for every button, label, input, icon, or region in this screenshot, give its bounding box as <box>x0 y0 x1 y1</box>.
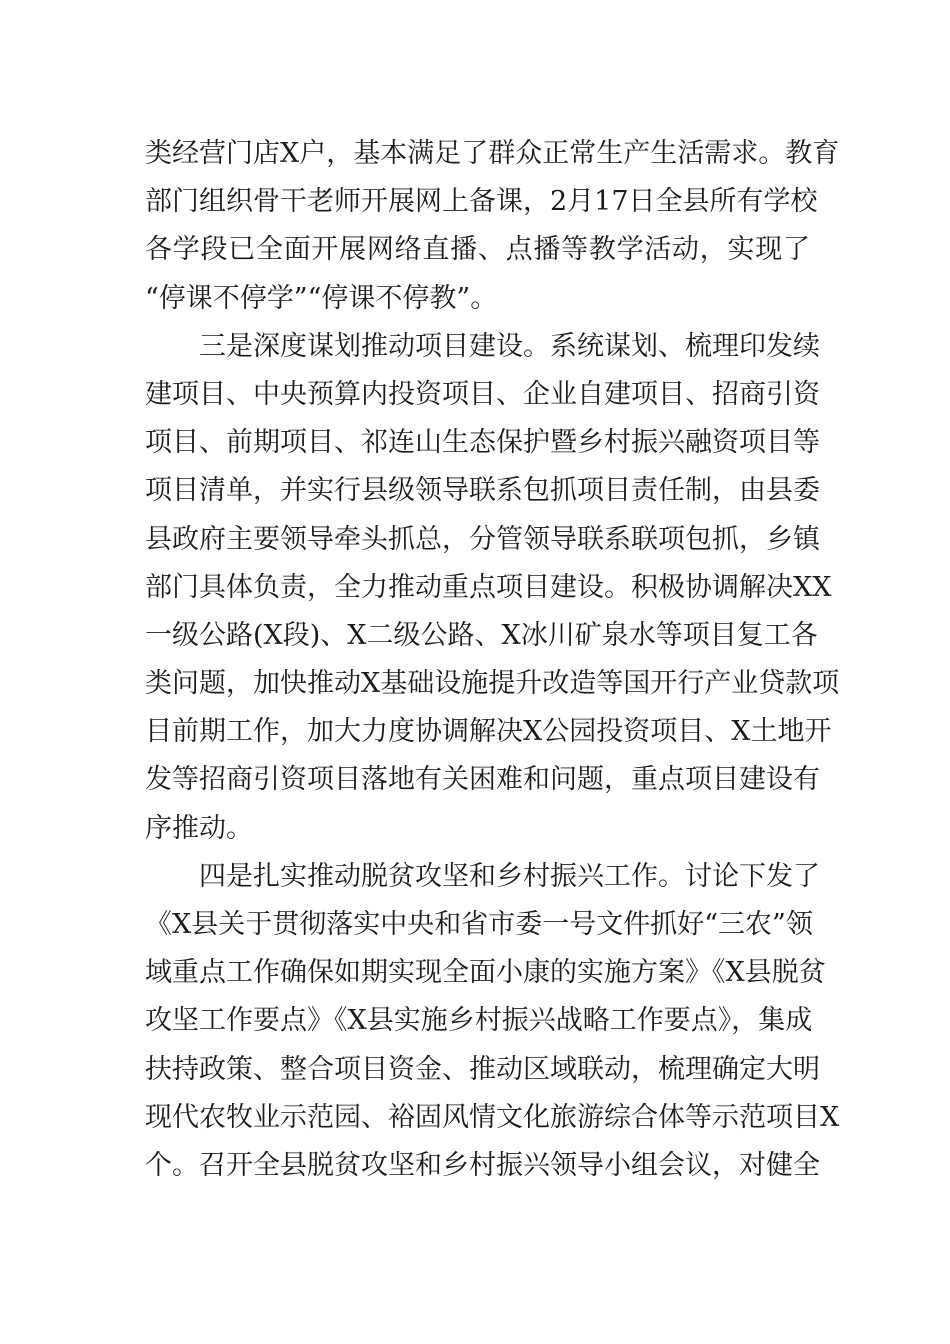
text-line: 域重点工作确保如期实现全面小康的实施方案》《X县脱贫 <box>145 957 826 989</box>
text-line: 类经营门店X户，基本满足了群众正常生产生活需求。教育 <box>145 138 840 169</box>
text-line: 类问题，加快推动X基础设施提升改造等国开行产业贷款项 <box>145 668 840 700</box>
text-line: 各学段已全面开展网络直播、点播等教学活动，实现了 <box>145 234 810 266</box>
text-line: 项目清单，并实行县级领导联系包抓项目责任制，由县委 <box>145 475 820 507</box>
text-line: “停课不停学”“停课不停教”。 <box>145 282 498 314</box>
text-line: 个。召开全县脱贫攻坚和乡村振兴领导小组会议，对健全 <box>145 1149 820 1181</box>
text-line: 发等招商引资项目落地有关困难和问题，重点项目建设有 <box>145 764 820 796</box>
text-line: 扶持政策、整合项目资金、推动区域联动，梳理确定大明 <box>145 1053 820 1085</box>
text-line: 建项目、中央预算内投资项目、企业自建项目、招商引资 <box>145 378 820 410</box>
text-line: 部门具体负责，全力推动重点项目建设。积极协调解决XX <box>145 571 832 603</box>
text-line: 序推动。 <box>145 812 253 844</box>
text-line: 攻坚工作要点》《X县实施乡村振兴战略工作要点》，集成 <box>145 1005 813 1037</box>
text-line: 项目、前期项目、祁连山生态保护暨乡村振兴融资项目等 <box>145 427 820 459</box>
text-line: 县政府主要领导牵头抓总，分管领导联系联项包抓，乡镇 <box>145 523 820 555</box>
text-line: 四是扎实推动脱贫攻坚和乡村振兴工作。讨论下发了 <box>145 860 820 892</box>
text-line: 部门组织骨干老师开展网上备课，2月17日全县所有学校 <box>145 186 818 218</box>
text-line: 目前期工作，加大力度协调解决X公园投资项目、X土地开 <box>145 716 832 748</box>
text-line: 现代农牧业示范园、裕固风情文化旅游综合体等示范项目X <box>145 1101 840 1133</box>
text-line: 《X县关于贯彻落实中央和省市委一号文件抓好“三农”领 <box>145 909 813 940</box>
body-text <box>145 130 840 1190</box>
text-line: 三是深度谋划推动项目建设。系统谋划、梳理印发续 <box>145 330 820 362</box>
text-line: 一级公路(X段)、X二级公路、X冰川矿泉水等项目复工各 <box>145 619 818 651</box>
